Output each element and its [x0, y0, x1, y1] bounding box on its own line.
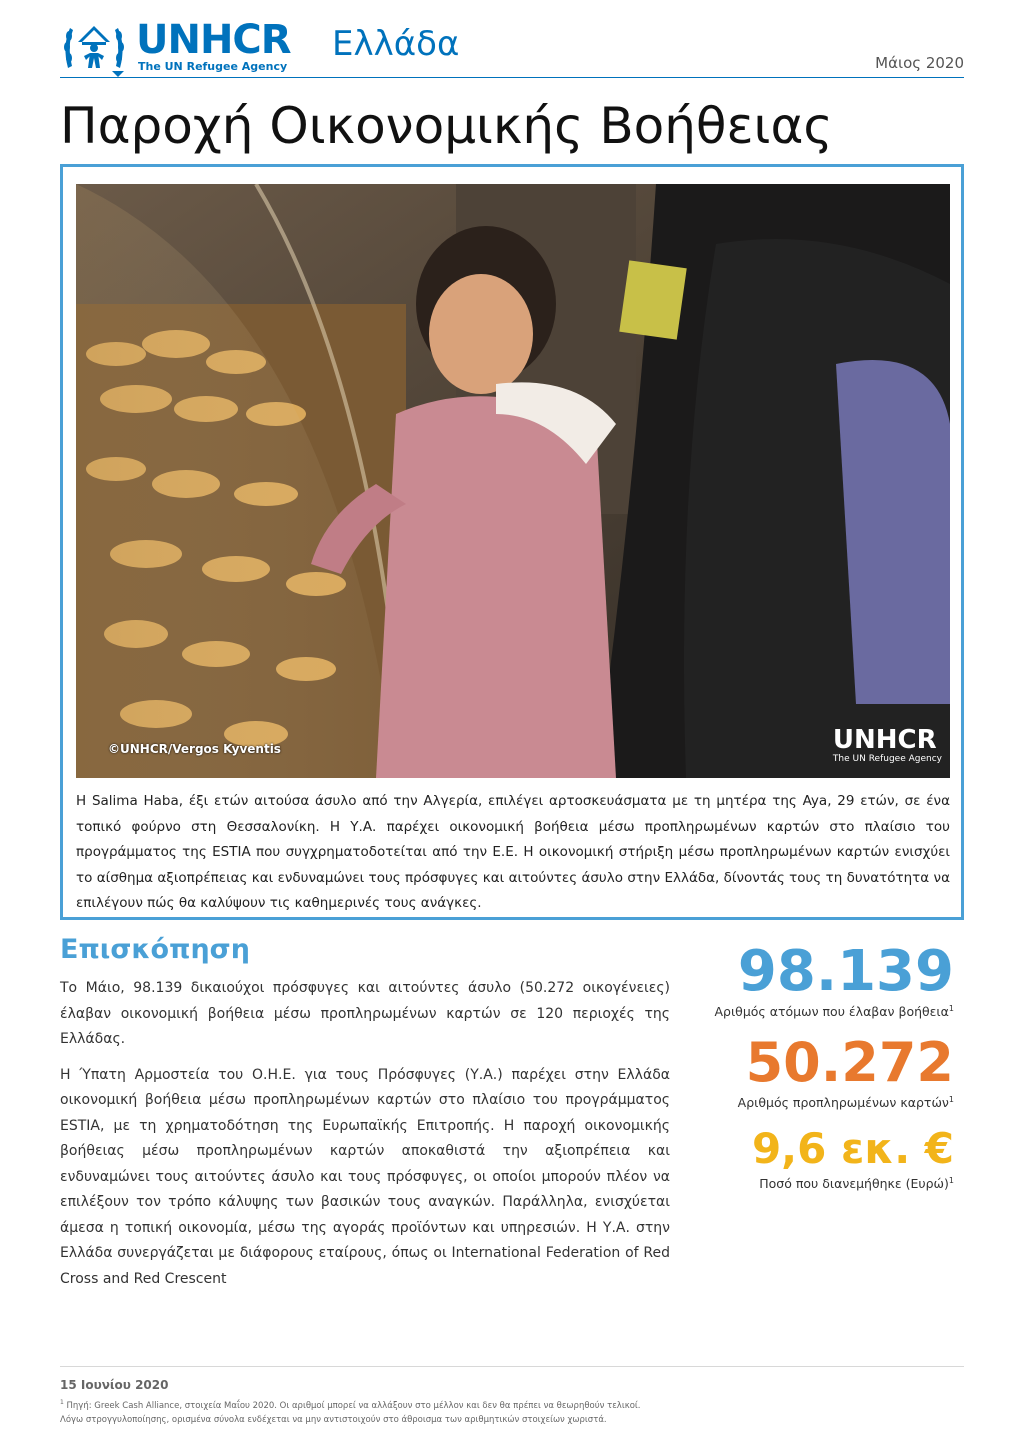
- overview-heading: Επισκόπηση: [60, 934, 250, 965]
- footnote-line-2: Λόγω στρογγυλοποίησης, ορισμένα σύνολα ενδέχεται να μην αντιστοιχούν στο άθροισμα των αριθμητικών στοιχείων χωριστά.: [60, 1414, 607, 1425]
- stat-people-label-text: Αριθμός ατόμων που έλαβαν βοήθεια: [714, 1004, 949, 1020]
- overview-paragraph-2: Η Ύπατη Αρμοστεία του Ο.Η.Ε. για τους Πρόσφυγες (Υ.Α.) παρέχει στην Ελλάδα οικονομική βοήθεια μέσω προπληρωμένων καρτών στο πλαίσιο του προγράμματος ESTIA, με τη χρηματοδότηση της Ευρωπαϊκής Επιτροπής. Η παροχή οικονομικής βοήθειας μέσω προπληρωμένων καρτών αποκαθιστά την αξιοπρέπεια και ενδυναμώνει τους αιτούντες άσυλο και τους πρόσφυγες, οι οποίοι μπορούν πλέον να επιλέξουν τον τρόπο κάλυψης των βασικών τους αναγκών. Παράλληλα, ενισχύεται άμεσα η τοπική οικονομία, μέσω της αγοράς προϊόντων και υπηρεσιών. Η Υ.Α. στην Ελλάδα συνεργάζεται με διάφορους εταίρους, όπως οι International Federation of Red Cross and Red Crescent: [60, 1066, 670, 1287]
- bakery-photo: [76, 184, 950, 778]
- photo-illustration: [76, 184, 950, 778]
- watermark-wordmark: UNHCR: [832, 725, 937, 755]
- overview-paragraph-1: Το Μάιο, 98.139 δικαιούχοι πρόσφυγες και αιτούντες άσυλο (50.272 οικογένειες) έλαβαν οικονομική βοήθεια μέσω προπληρωμένων καρτών σε 120 περιοχές της Ελλάδας.: [60, 980, 670, 1047]
- stat-cards-label-text: Αριθμός προπληρωμένων καρτών: [737, 1095, 949, 1111]
- footnote-ref: 1: [948, 1095, 954, 1105]
- stat-people-label: [680, 1004, 954, 1019]
- unhcr-logo[interactable]: [60, 12, 310, 80]
- stat-cards-value: 50.272: [745, 1031, 954, 1095]
- unhcr-emblem-icon: [60, 16, 128, 76]
- footnote: [60, 1396, 940, 1427]
- photo-credit: ©UNHCR/Vergos Kyventis: [108, 742, 281, 756]
- footer-rule: [60, 1366, 964, 1367]
- logo-tagline: The UN Refugee Agency: [138, 60, 288, 73]
- stat-amount-label-text: Ποσό που διανεμήθηκε (Ευρώ): [759, 1176, 949, 1192]
- photo-frame: [60, 164, 964, 920]
- country-name: Ελλάδα: [332, 24, 460, 64]
- footnote-text-1: Πηγή: Greek Cash Alliance, στοιχεία Μαΐου 2020. Οι αριθμοί μπορεί να αλλάξουν στο μέλλον και δεν θα πρέπει να θεωρηθούν τελικοί.: [66, 1400, 641, 1411]
- stat-people-value: 98.139: [737, 939, 954, 1004]
- photo-watermark: [833, 726, 942, 764]
- watermark-tagline: The UN Refugee Agency: [832, 754, 942, 764]
- footer-date: 15 Ιουνίου 2020: [60, 1378, 169, 1392]
- page-title: Παροχή Οικονομικής Βοήθειας: [60, 97, 833, 155]
- header-rule-marker: [112, 71, 124, 77]
- footnote-ref: 1: [948, 1176, 954, 1186]
- report-date: Μάιος 2020: [875, 54, 964, 72]
- footnote-marker: 1: [60, 1399, 64, 1406]
- stat-amount-label: [680, 1176, 954, 1191]
- header-rule: [60, 77, 964, 78]
- stat-amount-value: 9,6 εκ. €: [751, 1124, 954, 1174]
- logo-wordmark: UNHCR: [136, 17, 291, 63]
- footnote-ref: 1: [948, 1004, 954, 1013]
- key-figures: [680, 940, 954, 1203]
- overview-body: [60, 976, 670, 1302]
- stat-cards-label: [680, 1095, 954, 1110]
- footnote-line-1: [60, 1396, 940, 1413]
- page-header: [60, 8, 964, 88]
- photo-caption: Η Salima Haba, έξι ετών αιτούσα άσυλο από την Αλγερία, επιλέγει αρτοσκευάσματα με τη μητέρα της Aya, 29 ετών, σε ένα τοπικό φούρνο στη Θεσσαλονίκη. Η Υ.Α. παρέχει οικονομική βοήθεια μέσω προπληρωμένων καρτών στο πλαίσιο του προγράμματος της ESTIA που συγχρηματοδοτείται από την Ε.Ε. Η οικονομική στήριξη μέσω προπληρωμένων καρτών ενισχύει το αίσθημα αξιοπρέπειας και ενδυναμώνει τους πρόσφυγες και αιτούντες άσυλο στην Ελλάδα, δίνοντάς τους τη δυνατότητα να επιλέγουν πώς θα καλύψουν τις καθημερινές τους ανάγκες.: [76, 793, 950, 911]
